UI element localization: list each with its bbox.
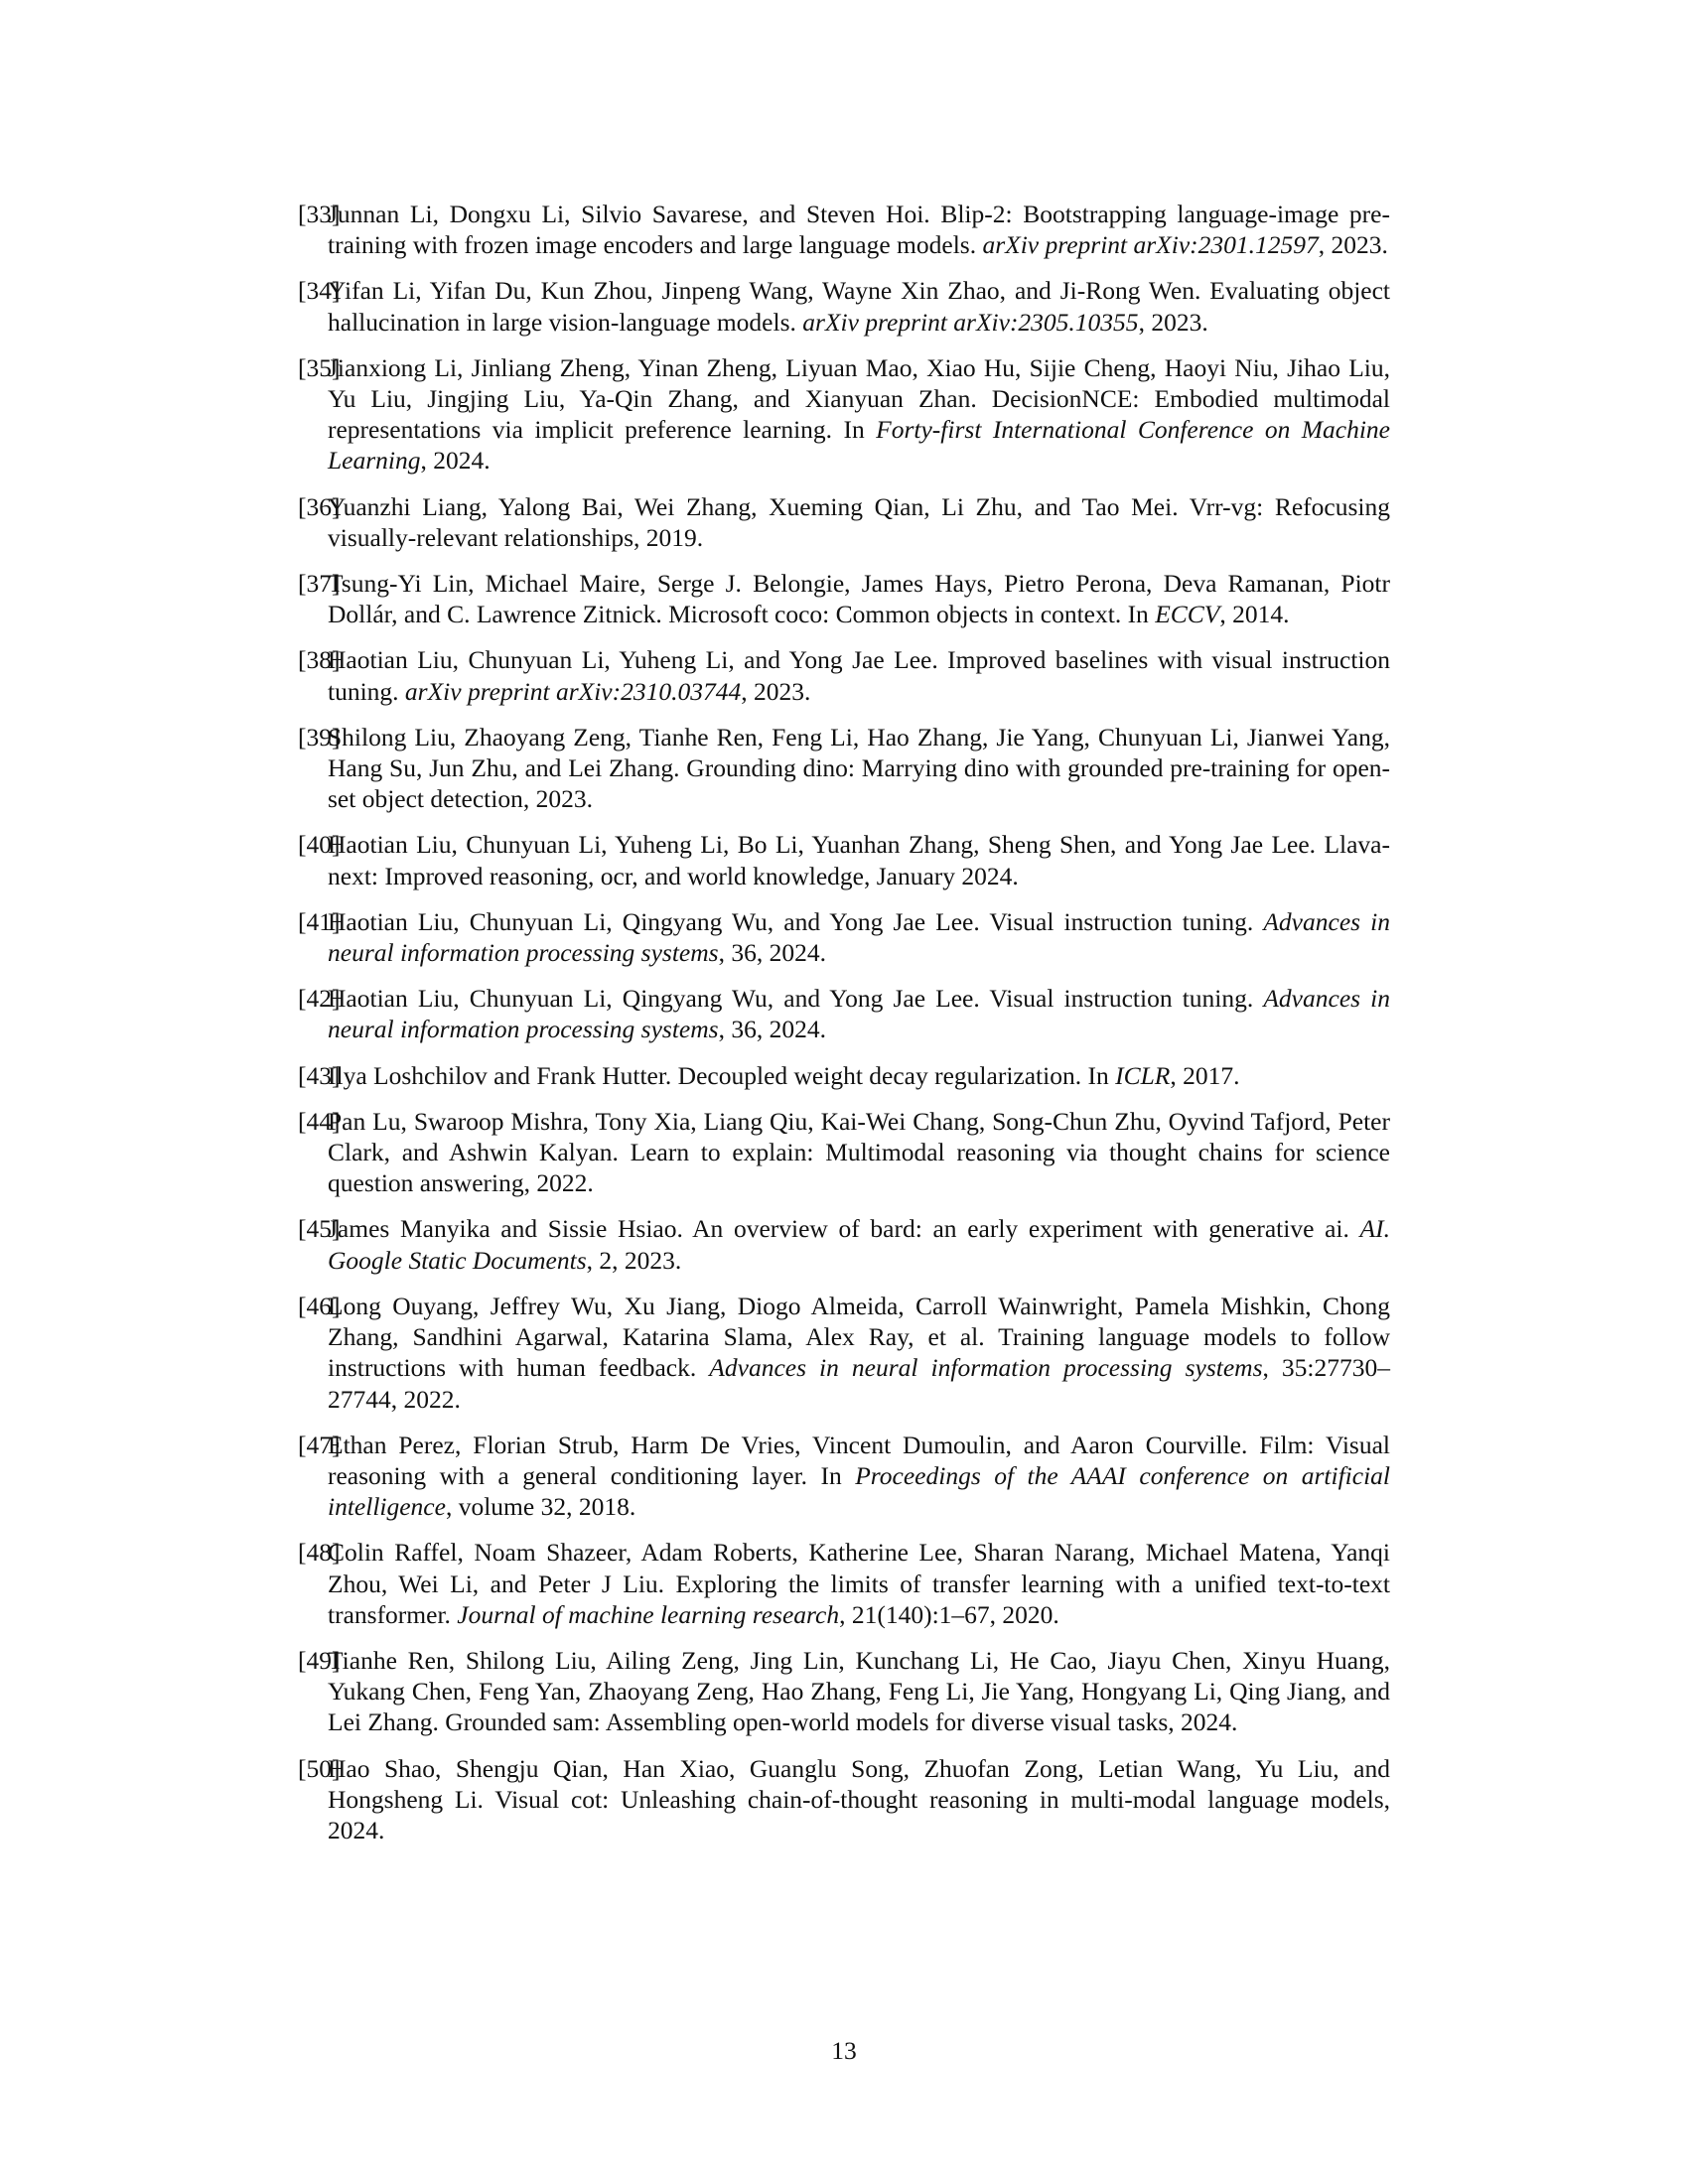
reference-venue: arXiv preprint arXiv:2305.10355 — [802, 307, 1139, 337]
reference-item — [298, 275, 1390, 337]
reference-venue: AI. Google Static Documents — [328, 1214, 1390, 1275]
reference-item — [298, 352, 1390, 477]
reference-number: [45] — [298, 1214, 341, 1244]
reference-segment: , 2, 2023. — [586, 1245, 682, 1275]
reference-segment: Junnan Li, Dongxu Li, Silvio Savarese, and Steven Hoi. Blip-2: Bootstrapping language-image pre-training with frozen image encoders and large language models. — [328, 200, 1390, 260]
reference-item — [298, 1060, 1390, 1091]
reference-item — [298, 829, 1390, 890]
reference-venue: Advances in neural information processing systems — [328, 984, 1391, 1044]
reference-venue: Forty-first International Conference on Machine Learning — [328, 415, 1390, 476]
reference-segment: , 36, 2024. — [718, 938, 826, 968]
reference-text — [328, 1292, 1390, 1414]
reference-item — [298, 1753, 1390, 1846]
reference-segment: Shilong Liu, Zhaoyang Zeng, Tianhe Ren, Feng Li, Hao Zhang, Jie Yang, Chunyuan Li, Jianwei Yang, Hang Su, Jun Zhu, and Lei Zhang. Grounding dino: Marrying dino with grounded pre-training for open-set object detection, 2023. — [328, 722, 1390, 814]
reference-text — [328, 1061, 1239, 1090]
reference-number: [40] — [298, 830, 341, 860]
reference-number: [38] — [298, 645, 341, 675]
reference-number: [37] — [298, 569, 341, 599]
reference-segment: Pan Lu, Swaroop Mishra, Tony Xia, Liang Qiu, Kai-Wei Chang, Song-Chun Zhu, Oyvind Tafjord, Peter Clark, and Ashwin Kalyan. Learn to explain: Multimodal reasoning via thought chains for science question answering, 2022. — [328, 1106, 1390, 1198]
reference-item — [298, 1213, 1390, 1275]
reference-segment: Tianhe Ren, Shilong Liu, Ailing Zeng, Jing Lin, Kunchang Li, He Cao, Jiayu Chen, Xinyu Huang, Yukang Chen, Feng Yan, Zhaoyang Zeng, Hao Zhang, Feng Li, Jie Yang, Hongyang Li, Qing Jiang, and Lei Zhang. Grounded sam: Assembling open-world models for diverse visual tasks, 2024. — [328, 1645, 1390, 1737]
reference-text — [328, 1431, 1390, 1521]
reference-segment: , volume 32, 2018. — [445, 1492, 636, 1522]
reference-text — [328, 830, 1390, 889]
reference-segment: Haotian Liu, Chunyuan Li, Qingyang Wu, and Yong Jae Lee. Visual instruction tuning. — [328, 906, 1264, 936]
reference-venue: Advances in neural information processing systems — [328, 906, 1391, 968]
reference-item — [298, 644, 1390, 706]
reference-text — [328, 723, 1390, 813]
reference-text — [328, 276, 1390, 336]
reference-segment: Haotian Liu, Chunyuan Li, Yuheng Li, Bo Li, Yuanhan Zhang, Sheng Shen, and Yong Jae Lee. Llava-next: Improved reasoning, ocr, and world knowledge, January 2024. — [328, 830, 1390, 890]
reference-number: [34] — [298, 276, 341, 306]
reference-number: [39] — [298, 722, 341, 751]
reference-text — [328, 200, 1390, 259]
reference-item — [298, 1430, 1390, 1523]
reference-segment: Ethan Perez, Florian Strub, Harm De Vries, Vincent Dumoulin, and Aaron Courville. Film: Visual reasoning with a general conditioning layer. In — [328, 1430, 1390, 1490]
reference-number: [43] — [298, 1060, 341, 1090]
reference-number: [48] — [298, 1538, 341, 1568]
reference-segment: Tsung-Yi Lin, Michael Maire, Serge J. Belongie, James Hays, Pietro Perona, Deva Ramanan, Piotr Dollár, and C. Lawrence Zitnick. Microsoft coco: Common objects in context. In — [328, 569, 1390, 629]
reference-item — [298, 1106, 1390, 1199]
reference-item — [298, 1537, 1390, 1630]
reference-item — [298, 1291, 1390, 1415]
reference-segment: , 2023. — [741, 676, 811, 706]
reference-item — [298, 906, 1390, 968]
reference-item — [298, 568, 1390, 629]
reference-item — [298, 1645, 1390, 1738]
reference-segment: , 2017. — [1170, 1060, 1240, 1090]
reference-text — [328, 1754, 1390, 1844]
reference-segment: Jianxiong Li, Jinliang Zheng, Yinan Zheng, Liyuan Mao, Xiao Hu, Sijie Cheng, Haoyi Niu, Jihao Liu, Yu Liu, Jingjing Liu, Ya-Qin Zhang, and Xianyuan Zhan. DecisionNCE: Embodied multimodal representations via implicit preference learning. In — [328, 352, 1390, 445]
reference-venue: Advances in neural information processing systems — [709, 1353, 1263, 1383]
reference-segment: , 2024. — [420, 446, 491, 476]
reference-item — [298, 722, 1390, 815]
reference-segment: , 36, 2024. — [718, 1015, 826, 1044]
reference-segment: , 2023. — [1138, 307, 1208, 337]
reference-segment: Yifan Li, Yifan Du, Kun Zhou, Jinpeng Wang, Wayne Xin Zhao, and Ji-Rong Wen. Evaluating object hallucination in large vision-language models. — [328, 276, 1390, 337]
reference-segment: Ilya Loshchilov and Frank Hutter. Decoupled weight decay regularization. In — [328, 1060, 1116, 1090]
reference-segment: , 2014. — [1219, 600, 1290, 629]
reference-number: [47] — [298, 1430, 341, 1459]
reference-item — [298, 983, 1390, 1044]
reference-segment: Colin Raffel, Noam Shazeer, Adam Roberts, Katherine Lee, Sharan Narang, Michael Matena, Yanqi Zhou, Wei Li, and Peter J Liu. Exploring the limits of transfer learning with a unified text-to-text transformer. — [328, 1538, 1390, 1629]
reference-number: [36] — [298, 491, 341, 521]
reference-text — [328, 1646, 1390, 1736]
reference-segment: Hao Shao, Shengju Qian, Han Xiao, Guanglu Song, Zhuofan Zong, Letian Wang, Yu Liu, and Hongsheng Li. Visual cot: Unleashing chain-of-thought reasoning in multi-modal language models, 2024. — [328, 1753, 1390, 1844]
reference-segment: , 21(140):1–67, 2020. — [839, 1599, 1059, 1629]
reference-text — [328, 907, 1390, 967]
reference-list — [298, 199, 1390, 1860]
reference-text — [328, 353, 1390, 476]
page-number: 13 — [831, 2036, 857, 2065]
reference-item — [298, 199, 1390, 260]
reference-number: [44] — [298, 1106, 341, 1136]
reference-segment: , 35:27730–27744, 2022. — [328, 1353, 1391, 1414]
reference-segment: , 2023. — [1318, 230, 1388, 260]
reference-venue: ICLR — [1115, 1060, 1171, 1090]
reference-text — [328, 492, 1390, 552]
reference-item — [298, 491, 1390, 553]
reference-text — [328, 569, 1390, 628]
reference-number: [35] — [298, 352, 341, 382]
reference-text — [328, 1214, 1390, 1274]
reference-number: [42] — [298, 984, 341, 1014]
reference-number: [33] — [298, 200, 341, 228]
reference-segment: Long Ouyang, Jeffrey Wu, Xu Jiang, Diogo Almeida, Carroll Wainwright, Pamela Mishkin, Chong Zhang, Sandhini Agarwal, Katarina Slama, Alex Ray, et al. Training language models to follow instructions with human feedback. — [328, 1291, 1390, 1383]
reference-segment: Yuanzhi Liang, Yalong Bai, Wei Zhang, Xueming Qian, Li Zhu, and Tao Mei. Vrr-vg: Refocusing visually-relevant relationships, 2019. — [328, 491, 1390, 552]
reference-number: [46] — [298, 1291, 341, 1320]
reference-text — [328, 1107, 1390, 1197]
reference-text — [328, 1538, 1390, 1628]
reference-segment: James Manyika and Sissie Hsiao. An overview of bard: an early experiment with generative ai. — [328, 1214, 1360, 1244]
reference-number: [41] — [298, 906, 341, 936]
reference-number: [50] — [298, 1753, 341, 1783]
reference-segment: Haotian Liu, Chunyuan Li, Qingyang Wu, and Yong Jae Lee. Visual instruction tuning. — [328, 984, 1264, 1014]
reference-text — [328, 984, 1390, 1043]
reference-venue: Journal of machine learning research — [457, 1599, 840, 1629]
reference-venue: ECCV — [1155, 600, 1220, 629]
reference-number: [49] — [298, 1645, 341, 1675]
reference-venue: Proceedings of the AAAI conference on artificial intelligence — [328, 1460, 1390, 1522]
reference-venue: arXiv preprint arXiv:2301.12597 — [982, 230, 1319, 260]
reference-venue: arXiv preprint arXiv:2310.03744 — [404, 676, 742, 706]
reference-segment: Haotian Liu, Chunyuan Li, Yuheng Li, and Yong Jae Lee. Improved baselines with visual instruction tuning. — [328, 645, 1390, 706]
reference-text — [328, 645, 1390, 705]
